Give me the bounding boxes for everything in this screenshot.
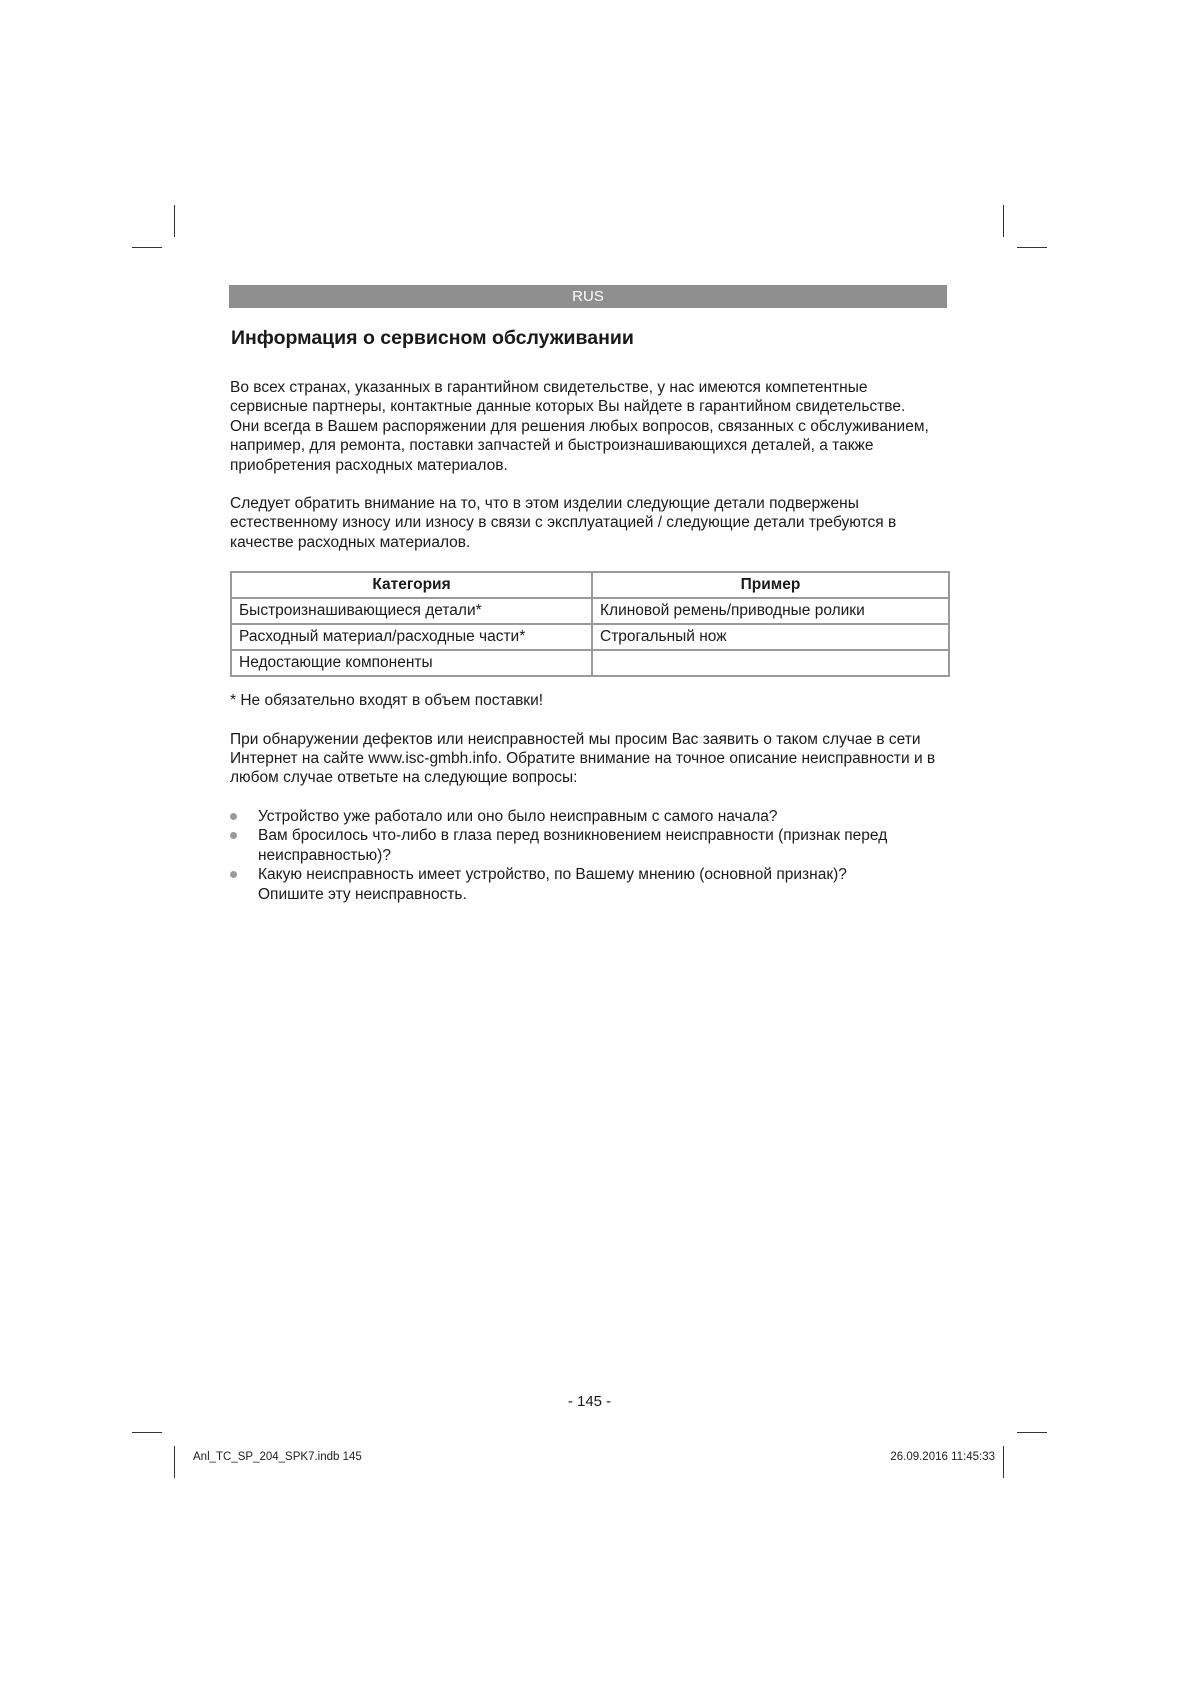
wear-parts-table bbox=[230, 571, 950, 677]
table-cell: Быстроизнашивающиеся детали* bbox=[231, 598, 592, 624]
questions-list bbox=[230, 807, 950, 904]
bullet-icon bbox=[230, 871, 237, 878]
bullet-icon bbox=[230, 832, 237, 839]
crop-mark-top-right-vertical bbox=[1003, 205, 1004, 237]
table-cell: Клиновой ремень/приводные ролики bbox=[592, 598, 949, 624]
table-cell: Недостающие компоненты bbox=[231, 650, 592, 676]
bullet-icon bbox=[230, 813, 237, 820]
table-row bbox=[231, 624, 949, 650]
wear-parts-paragraph bbox=[230, 494, 950, 552]
table-cell bbox=[592, 650, 949, 676]
text-line: Они всегда в Вашем распоряжении для решения любых вопросов, связанных с обслуживанием, bbox=[230, 417, 929, 435]
text-line: неисправностью)? bbox=[258, 846, 391, 864]
crop-mark-bottom-right-vertical bbox=[1003, 1446, 1004, 1478]
crop-mark-top-left-horizontal bbox=[132, 247, 162, 248]
text-line: приобретения расходных материалов. bbox=[230, 456, 508, 474]
table-row bbox=[231, 650, 949, 676]
table-header-row bbox=[231, 572, 949, 598]
list-item bbox=[230, 807, 950, 826]
text-line: Интернет на сайте www.isc-gmbh.info. Обратите внимание на точное описание неисправности и в bbox=[230, 750, 936, 768]
text-line: Какую неисправность имеет устройство, по Вашему мнению (основной признак)? bbox=[258, 866, 847, 884]
crop-mark-bottom-left-horizontal bbox=[132, 1432, 162, 1433]
text-line: Во всех странах, указанных в гарантийном свидетельстве, у нас имеются компетентные bbox=[230, 379, 868, 396]
table-cell: Расходный материал/расходные части* bbox=[231, 624, 592, 650]
crop-mark-top-left-vertical bbox=[174, 205, 175, 237]
slug-datetime: 26.09.2016 11:45:33 bbox=[890, 1451, 995, 1463]
intro-paragraph bbox=[230, 378, 950, 475]
column-header-example: Пример bbox=[592, 572, 949, 598]
page-content bbox=[230, 324, 950, 904]
column-header-category: Категория bbox=[231, 572, 592, 598]
text-line: естественному износу или износу в связи с эксплуатацией / следующие детали требуются в bbox=[230, 514, 897, 532]
footnote: * Не обязательно входят в объем поставки! bbox=[230, 692, 544, 710]
text-line: сервисные партнеры, контактные данные которых Вы найдете в гарантийном свидетельстве. bbox=[230, 398, 906, 416]
text-line: Вам бросилось что-либо в глаза перед возникновением неисправности (признак перед bbox=[258, 827, 888, 845]
language-header-bar bbox=[229, 285, 947, 308]
slug-file-info: Anl_TC_SP_204_SPK7.indb 145 bbox=[193, 1451, 362, 1463]
text-line: любом случае ответьте на следующие вопросы: bbox=[230, 769, 578, 787]
defect-report-paragraph bbox=[230, 730, 950, 788]
page-title: Информация о сервисном обслуживании bbox=[231, 327, 634, 349]
crop-mark-bottom-right-horizontal bbox=[1017, 1432, 1047, 1433]
text-line: Опишите эту неисправность. bbox=[258, 885, 467, 903]
list-item bbox=[230, 865, 950, 904]
table-row bbox=[231, 598, 949, 624]
text-line: качестве расходных материалов. bbox=[230, 533, 471, 551]
text-line: например, для ремонта, поставки запчастей и быстроизнашивающихся деталей, а также bbox=[230, 437, 874, 455]
list-item bbox=[230, 826, 950, 865]
text-line: Следует обратить внимание на то, что в этом изделии следующие детали подвержены bbox=[230, 495, 859, 513]
text-line: Устройство уже работало или оно было неисправным с самого начала? bbox=[258, 807, 778, 825]
language-label: RUS bbox=[572, 288, 604, 305]
crop-mark-bottom-left-vertical bbox=[174, 1446, 175, 1478]
page-number: - 145 - bbox=[567, 1393, 612, 1410]
table-cell: Строгальный нож bbox=[592, 624, 949, 650]
text-line: При обнаружении дефектов или неисправностей мы просим Вас заявить о таком случае в сети bbox=[230, 730, 921, 748]
crop-mark-top-right-horizontal bbox=[1017, 247, 1047, 248]
